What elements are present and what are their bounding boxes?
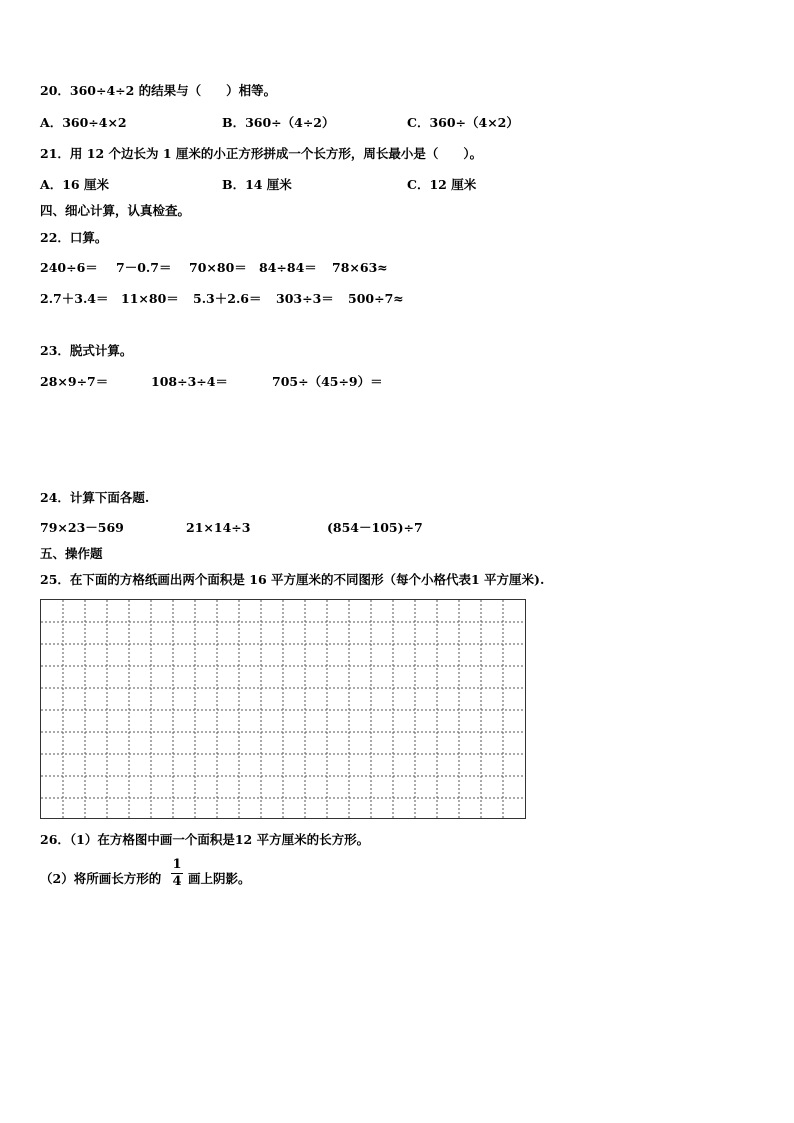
fraction-denominator: 4: [172, 874, 182, 889]
q25-stem: 25．在下面的方格纸画出两个面积是 16 平方厘米的不同图形（每个小格代表1 平方厘米).: [40, 572, 545, 587]
q22-r1-item: 240÷6＝: [40, 260, 98, 275]
q24-title: 24．计算下面各题.: [40, 490, 150, 505]
fraction-numerator: 1: [172, 857, 182, 872]
q22-r1-item: 7－0.7＝: [116, 260, 172, 275]
q20-option-b: B．360÷（4÷2）: [222, 115, 335, 130]
q21-option-b: B．14 厘米: [222, 177, 292, 192]
q22-r1-item: 84÷84＝: [259, 260, 317, 275]
q22-r1-item: 70×80＝: [189, 260, 247, 275]
q23-item: 28×9÷7＝: [40, 374, 109, 389]
q20-stem: 20．360÷4÷2 的结果与（ ）相等。: [40, 83, 277, 98]
q21-option-a: A．16 厘米: [40, 177, 109, 192]
q26-part2-suffix: 画上阴影。: [188, 871, 251, 886]
grid-lines: [41, 600, 525, 818]
q22-r2-item: 500÷7≈: [348, 291, 404, 306]
q23-title: 23．脱式计算。: [40, 343, 133, 358]
section-4-heading: 四、细心计算，认真检查。: [40, 203, 191, 218]
q22-r2-item: 2.7＋3.4＝: [40, 291, 109, 306]
q22-r2-item: 5.3＋2.6＝: [193, 291, 262, 306]
q26-part1: 26．（1）在方格图中画一个面积是12 平方厘米的长方形。: [40, 832, 370, 847]
q26-part2-prefix: （2）将所画长方形的: [40, 871, 162, 886]
q22-r2-item: 11×80＝: [121, 291, 179, 306]
grid-paper[interactable]: [40, 599, 526, 819]
q24-item: 21×14÷3: [186, 520, 251, 535]
q23-item: 705÷（45÷9）＝: [272, 374, 383, 389]
q23-item: 108÷3÷4＝: [151, 374, 228, 389]
q24-item: (854－105)÷7: [327, 520, 423, 535]
q21-stem: 21．用 12 个边长为 1 厘米的小正方形拼成一个长方形，周长最小是（ ）。: [40, 146, 483, 161]
q21-option-c: C．12 厘米: [407, 177, 477, 192]
q20-option-c: C．360÷（4×2）: [407, 115, 519, 130]
q22-r2-item: 303÷3＝: [276, 291, 334, 306]
section-5-heading: 五、操作题: [40, 546, 103, 561]
q22-title: 22．口算。: [40, 230, 108, 245]
fraction-one-quarter: [170, 858, 184, 889]
q20-option-a: A．360÷4×2: [40, 115, 127, 130]
q22-r1-item: 78×63≈: [332, 260, 388, 275]
q24-item: 79×23－569: [40, 520, 124, 535]
